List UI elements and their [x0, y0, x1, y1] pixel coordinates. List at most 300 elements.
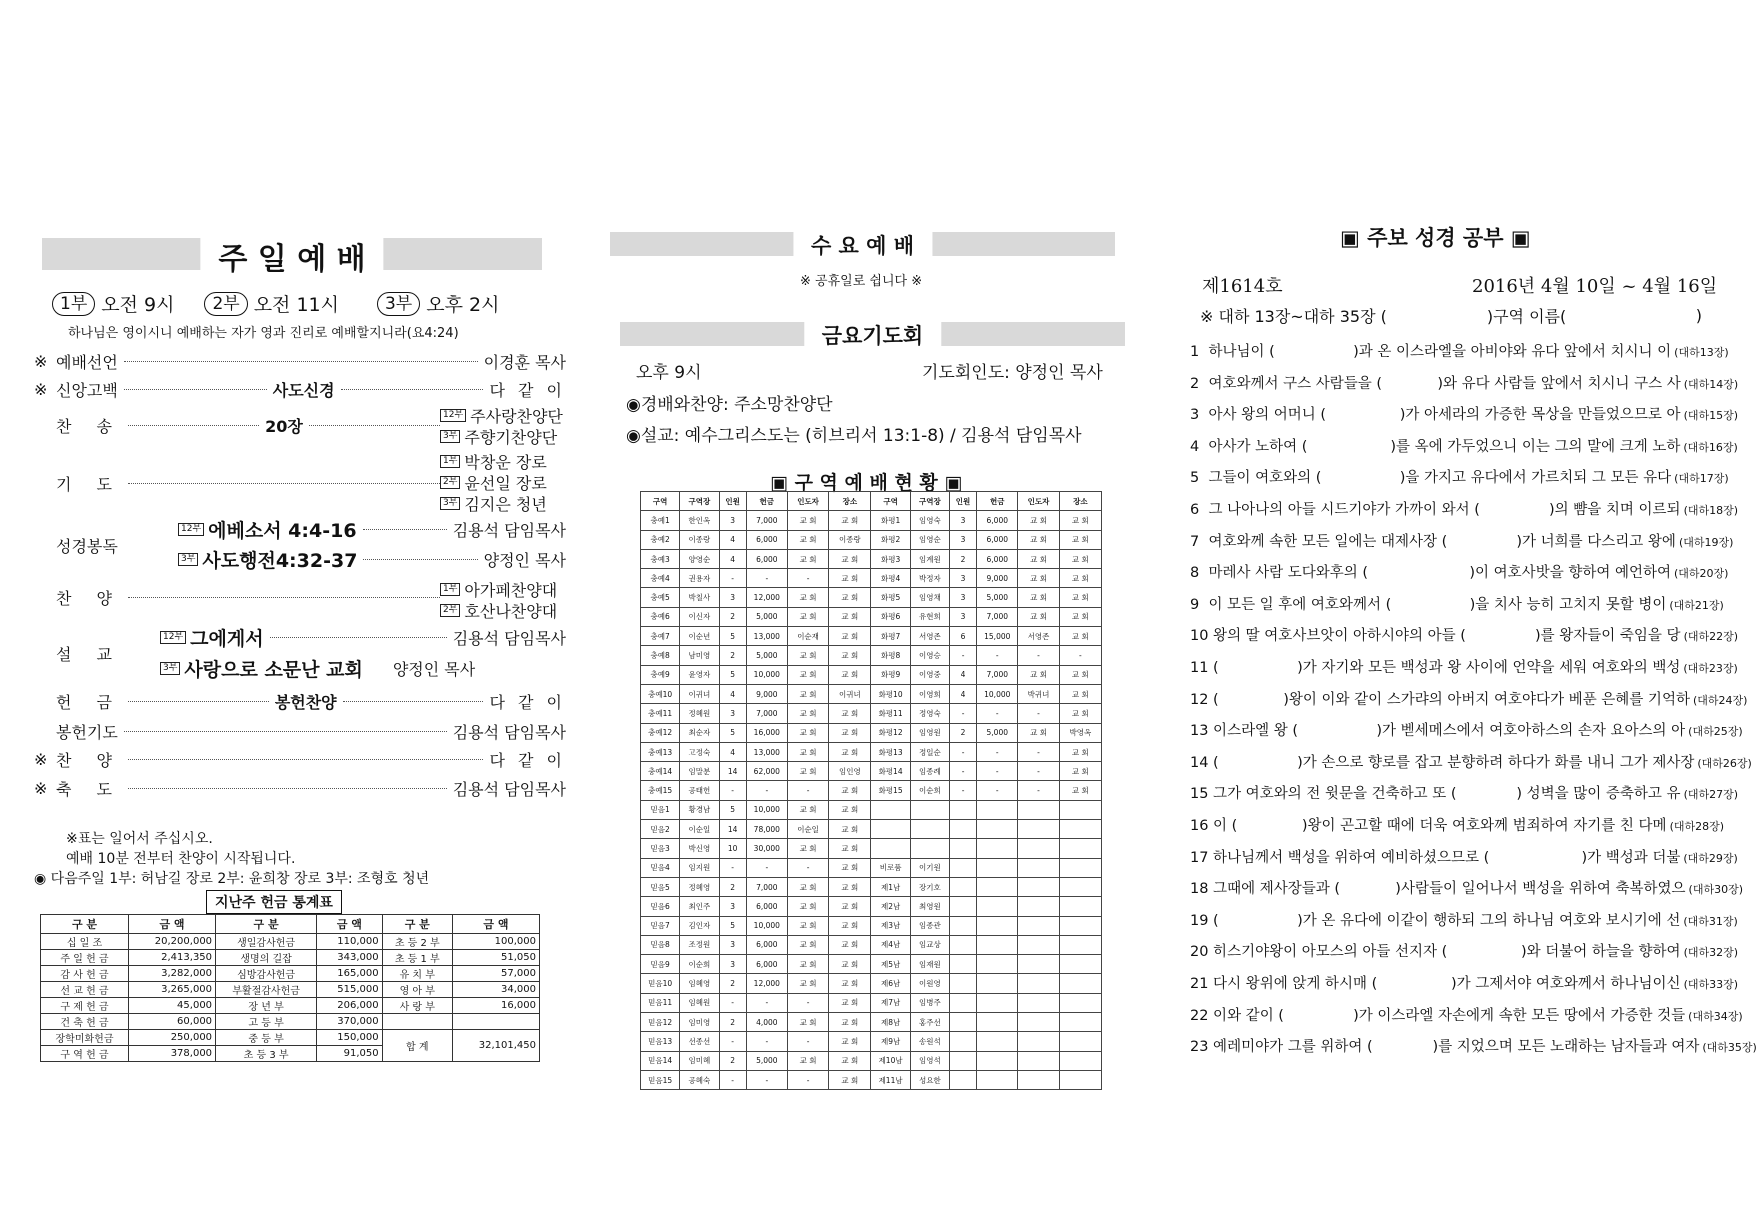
question-reference: (대하25장) — [1688, 725, 1743, 739]
district-cell: 교 회 — [1018, 511, 1059, 530]
district-cell — [949, 1013, 976, 1032]
district-cell — [1059, 820, 1101, 839]
district-body — [641, 511, 1102, 1090]
order-label: 찬 양 — [56, 589, 122, 608]
time-1: 오전 9시 — [101, 294, 175, 316]
district-cell: 교 회 — [787, 1013, 828, 1032]
time-2: 오전 11시 — [253, 294, 339, 316]
study-question — [1190, 909, 1738, 930]
district-cell: 제11남 — [871, 1070, 910, 1089]
district-cell — [1018, 1032, 1059, 1051]
district-cell: 교 회 — [787, 742, 828, 761]
district-cell — [949, 1070, 976, 1089]
district-cell — [1059, 1051, 1101, 1070]
finance-amount: 91,050 — [317, 1046, 383, 1062]
district-cell: 교 회 — [1018, 607, 1059, 626]
order-row — [56, 720, 566, 743]
district-cell: 3 — [949, 588, 976, 607]
district-cell: 교 회 — [1059, 530, 1101, 549]
district-cell — [871, 839, 910, 858]
district-cell: 3 — [949, 607, 976, 626]
finance-category: 합 계 — [382, 1030, 452, 1062]
district-cell — [1059, 974, 1101, 993]
district-cell — [977, 935, 1018, 954]
district-cell: 교 회 — [829, 549, 871, 568]
service-tag: 3부 — [178, 553, 198, 566]
leader-dots — [128, 788, 447, 789]
study-question — [1190, 719, 1743, 740]
district-cell — [949, 974, 976, 993]
standing-mark: ※ — [34, 352, 48, 371]
study-question — [1190, 530, 1733, 551]
wednesday-title: 수 요 예 배 — [793, 230, 932, 260]
district-cell: 이순재 — [787, 627, 828, 646]
district-cell — [1059, 1032, 1101, 1051]
district-row — [641, 549, 1102, 568]
order-row — [56, 472, 446, 495]
district-cell: 교 회 — [1059, 704, 1101, 723]
finance-header: 금 액 — [129, 915, 216, 934]
district-cell — [977, 839, 1018, 858]
question-reference: (대하18장) — [1683, 504, 1739, 517]
district-cell: - — [977, 762, 1018, 781]
order-leader: 다 같 이 — [489, 751, 566, 770]
district-cell: 5 — [719, 800, 746, 819]
district-cell: 충예14 — [641, 762, 680, 781]
district-cell — [1018, 916, 1059, 935]
district-cell: - — [787, 781, 828, 800]
district-cell: 교 회 — [787, 839, 828, 858]
order-row — [34, 777, 566, 800]
district-cell: 2 — [949, 549, 976, 568]
district-cell: 이종랑 — [680, 530, 719, 549]
district-row — [641, 935, 1102, 954]
study-question — [1190, 656, 1738, 677]
study-title: ▣ 주보 성경 공부 ▣ — [1340, 226, 1531, 250]
district-cell: 2 — [719, 607, 746, 626]
question-reference: (대하31장) — [1683, 914, 1738, 928]
district-cell — [1059, 877, 1101, 896]
order-row — [178, 516, 566, 543]
question-text: 10 왕의 딸 여호사브앗이 아하시야의 아들 ( )를 왕자들이 죽임을 당 — [1190, 628, 1681, 645]
district-header: 장소 — [829, 492, 871, 511]
district-cell: 교 회 — [1059, 742, 1101, 761]
order-label: 예배선언 — [56, 353, 118, 372]
district-cell: 양영순 — [680, 549, 719, 568]
order-leader-line — [440, 599, 557, 622]
study-question — [1190, 877, 1743, 898]
district-cell: 박귀녀 — [1018, 684, 1059, 703]
order-row — [34, 350, 566, 373]
service-tag: 1부 — [440, 455, 460, 468]
order-label-row — [56, 534, 118, 557]
leader-dots — [124, 731, 447, 732]
leader-dots — [341, 389, 484, 390]
order-leader: 양정인 목사 — [392, 660, 476, 679]
district-cell: 5 — [719, 665, 746, 684]
district-cell: 화평10 — [871, 684, 910, 703]
district-cell — [977, 800, 1018, 819]
order-leader: 주향기찬양단 — [464, 428, 558, 447]
finance-category: 장학미화헌금 — [41, 1030, 129, 1046]
finance-amount: 57,000 — [452, 966, 539, 982]
question-reference: (대하22장) — [1683, 630, 1739, 644]
district-cell: - — [977, 742, 1018, 761]
district-cell: 4 — [719, 549, 746, 568]
finance-category: 생명의 길잡 — [216, 950, 317, 966]
district-row — [641, 646, 1102, 665]
district-cell: 교 회 — [1059, 762, 1101, 781]
district-cell: 충예11 — [641, 704, 680, 723]
question-reference: (대하24장) — [1692, 693, 1748, 707]
finance-amount: 3,265,000 — [129, 982, 216, 998]
order-label: 찬 양 — [56, 751, 122, 770]
finance-amount: 378,000 — [129, 1046, 216, 1062]
scripture-reading: 에베소서 4:4-16 — [208, 520, 357, 542]
question-reference: (대하19장) — [1678, 535, 1734, 549]
district-cell: 이영중 — [910, 665, 949, 684]
service-times — [52, 290, 499, 317]
district-cell: 교 회 — [829, 1070, 871, 1089]
question-reference: (대하16장) — [1683, 440, 1738, 454]
district-cell — [949, 877, 976, 896]
district-cell — [977, 877, 1018, 896]
question-text: 21 다시 왕위에 앉게 하시매 ( )가 그제서야 여호와께서 하나님이신 — [1190, 976, 1681, 992]
question-text: 18 그때에 제사장들과 ( )사람들이 일어나서 백성을 위하여 축복하였으 — [1190, 881, 1686, 898]
question-text: 12 ( )왕이 이와 같이 스가랴의 아버지 여호야다가 베푼 은혜를 기억하 — [1190, 691, 1690, 708]
order-row — [34, 378, 566, 401]
district-cell: 교 회 — [787, 916, 828, 935]
district-cell: 5,000 — [746, 607, 787, 626]
district-row — [641, 607, 1102, 626]
order-leader: 호산나찬양대 — [464, 602, 558, 621]
district-cell: 교 회 — [1059, 665, 1101, 684]
question-text: 16 이 ( )왕이 곤고할 때에 더욱 여호와께 범죄하여 자기를 친 다메 — [1190, 818, 1667, 834]
order-leader: 다 같 이 — [489, 381, 567, 400]
finance-amount: 20,200,000 — [129, 934, 216, 950]
district-cell: 교 회 — [787, 955, 828, 974]
district-header: 장소 — [1059, 492, 1101, 511]
district-cell: 임말분 — [680, 762, 719, 781]
district-cell: 임종례 — [910, 762, 949, 781]
district-cell: 교 회 — [787, 877, 828, 896]
service-tag: 2부 — [440, 476, 460, 489]
study-question — [1190, 1004, 1743, 1025]
order-label-row — [56, 642, 122, 665]
question-reference: (대하17장) — [1674, 472, 1729, 486]
sunday-title-bar — [42, 238, 542, 277]
district-cell: 제9남 — [871, 1032, 910, 1051]
finance-row — [41, 982, 540, 998]
question-text: 7 여호와께 속한 모든 일에는 대제사장 ( )가 너희를 다스리고 왕에 — [1190, 533, 1676, 550]
district-cell: 30,000 — [746, 839, 787, 858]
district-cell: 정영숙 — [910, 704, 949, 723]
finance-amount: 250,000 — [129, 1030, 216, 1046]
question-reference: (대하34장) — [1688, 1009, 1743, 1023]
district-cell — [910, 839, 949, 858]
study-question — [1190, 972, 1738, 993]
sunday-title: 주 일 예 배 — [200, 234, 383, 278]
district-cell: 제4남 — [871, 935, 910, 954]
district-header: 인원 — [949, 492, 976, 511]
order-leader: 김용석 담임목사 — [452, 780, 566, 799]
order-leader-line — [440, 578, 557, 601]
standing-mark: ※ — [34, 750, 48, 769]
service-tag: 3부 — [160, 662, 180, 675]
district-cell: 화평14 — [871, 762, 910, 781]
district-cell: 임영순 — [910, 530, 949, 549]
district-cell — [1018, 897, 1059, 916]
district-cell — [977, 1051, 1018, 1070]
district-cell: 9,000 — [746, 684, 787, 703]
district-cell — [871, 820, 910, 839]
district-cell: 박칠사 — [680, 588, 719, 607]
finance-amount: 150,000 — [317, 1030, 383, 1046]
district-cell: 5,000 — [746, 646, 787, 665]
district-cell: 유현희 — [910, 607, 949, 626]
friday-sermon: ◉설교: 예수그리스도는 (히브리서 13:1-8) / 김용석 담임목사 — [626, 426, 1082, 446]
district-cell: 임영숙 — [910, 511, 949, 530]
district-cell: 선종선 — [680, 1032, 719, 1051]
study-question — [1190, 624, 1738, 645]
order-leader-line — [440, 425, 557, 448]
service-tag: 12부 — [440, 409, 466, 422]
issue-number: 제1614호 — [1202, 276, 1283, 297]
district-cell: 최영원 — [910, 897, 949, 916]
question-text: 22 이와 같이 ( )가 이스라엘 자손에게 속한 모든 땅에서 가증한 것들 — [1190, 1007, 1686, 1024]
district-cell: 이순년 — [680, 627, 719, 646]
district-cell: 공혜숙 — [680, 1070, 719, 1089]
district-cell: 교 회 — [1059, 781, 1101, 800]
district-cell: 교 회 — [787, 646, 828, 665]
district-cell — [1018, 993, 1059, 1012]
order-leader-line — [440, 450, 547, 473]
order-row — [160, 624, 566, 651]
district-cell: 7,000 — [746, 877, 787, 896]
district-cell: 교 회 — [787, 762, 828, 781]
district-cell: 78,000 — [746, 820, 787, 839]
district-cell — [949, 993, 976, 1012]
district-cell: 정혜영 — [680, 877, 719, 896]
service-tag: 12부 — [178, 523, 204, 536]
friday-leader: 기도회인도: 양정인 목사 — [922, 363, 1103, 383]
district-cell: 믿음8 — [641, 935, 680, 954]
district-cell: - — [977, 646, 1018, 665]
district-cell — [1018, 858, 1059, 877]
district-cell: 4 — [949, 684, 976, 703]
time-tag-1: 1부 — [52, 292, 95, 316]
district-cell: 충예1 — [641, 511, 680, 530]
district-cell: 충예5 — [641, 588, 680, 607]
district-cell — [949, 839, 976, 858]
district-cell: 5,000 — [977, 588, 1018, 607]
study-question — [1190, 593, 1724, 614]
district-cell: - — [719, 781, 746, 800]
district-cell: 5 — [719, 916, 746, 935]
district-cell: 한인옥 — [680, 511, 719, 530]
study-question — [1190, 466, 1729, 487]
district-cell: 12,000 — [746, 974, 787, 993]
question-reference: (대하20장) — [1673, 567, 1729, 581]
district-cell: 교 회 — [787, 588, 828, 607]
district-cell: 교 회 — [1059, 627, 1101, 646]
district-row — [641, 993, 1102, 1012]
district-cell: 교 회 — [1059, 549, 1101, 568]
district-row — [641, 511, 1102, 530]
district-cell: 교 회 — [829, 569, 871, 588]
study-question — [1190, 782, 1738, 803]
district-cell: 정일순 — [910, 742, 949, 761]
district-cell: 믿음10 — [641, 974, 680, 993]
district-cell: 교 회 — [787, 607, 828, 626]
district-cell: 교 회 — [787, 935, 828, 954]
district-cell: 교 회 — [1018, 549, 1059, 568]
study-chapter-range: ※ 대하 13장~대하 35장 ( — [1200, 307, 1387, 326]
district-cell: - — [719, 993, 746, 1012]
district-cell: 3 — [719, 955, 746, 974]
district-cell: - — [977, 704, 1018, 723]
question-text: 23 예레미야가 그를 위하여 ( )를 지었으며 모든 노래하는 남자들과 여자 — [1190, 1039, 1700, 1056]
study-question — [1190, 561, 1728, 582]
question-reference: (대하30장) — [1688, 883, 1743, 897]
district-cell: - — [787, 993, 828, 1012]
district-cell: 4 — [719, 530, 746, 549]
district-cell: 12,000 — [746, 588, 787, 607]
district-row — [641, 858, 1102, 877]
finance-header: 구 분 — [41, 915, 129, 934]
district-cell: 교 회 — [829, 820, 871, 839]
district-cell: 제1남 — [871, 877, 910, 896]
finance-row — [41, 934, 540, 950]
district-cell — [949, 916, 976, 935]
district-cell: - — [1018, 704, 1059, 723]
order-leader: 김지은 청년 — [464, 495, 547, 514]
district-cell: 3 — [719, 704, 746, 723]
district-cell: 5 — [719, 627, 746, 646]
district-cell: - — [1018, 762, 1059, 781]
leader-dots — [343, 701, 484, 702]
question-text: 14 ( )가 손으로 향로를 잡고 분향하려 하다가 화를 내니 그가 제사장 — [1190, 754, 1695, 771]
order-leader: 양정인 목사 — [483, 551, 566, 570]
district-row — [641, 588, 1102, 607]
district-cell: 박영옥 — [1059, 723, 1101, 742]
district-cell: 황경남 — [680, 800, 719, 819]
district-cell: - — [949, 781, 976, 800]
district-cell: 교 회 — [829, 877, 871, 896]
district-cell: 임영채 — [910, 588, 949, 607]
district-row — [641, 916, 1102, 935]
question-text: 15 그가 여호와의 전 윗문을 건축하고 또 ( ) 성벽을 많이 증축하고 유 — [1190, 786, 1681, 803]
district-cell — [949, 935, 976, 954]
finance-empty-cell — [452, 1014, 539, 1030]
district-row — [641, 723, 1102, 742]
district-cell: - — [949, 762, 976, 781]
district-cell: 충예4 — [641, 569, 680, 588]
district-cell: 이순일 — [787, 820, 828, 839]
district-cell — [1018, 935, 1059, 954]
finance-amount: 34,000 — [452, 982, 539, 998]
order-content: 사도신경 — [272, 381, 335, 400]
order-leader-line — [440, 471, 547, 494]
district-cell: 교 회 — [829, 839, 871, 858]
order-leader: 이경훈 목사 — [483, 353, 566, 372]
order-label: 찬 송 — [56, 417, 122, 436]
finance-empty-cell — [382, 1014, 452, 1030]
leader-dots — [124, 389, 267, 390]
finance-row — [41, 950, 540, 966]
district-cell — [977, 1032, 1018, 1051]
question-text: 20 히스기야왕이 아모스의 아들 선지자 ( )와 더불어 하늘을 향하여 — [1190, 944, 1681, 961]
order-row — [56, 586, 446, 609]
district-cell: 교 회 — [829, 742, 871, 761]
note-praise: 예배 10분 전부터 찬양이 시작됩니다. — [66, 851, 296, 867]
finance-row — [41, 1030, 540, 1046]
leader-dots — [128, 701, 269, 702]
district-cell — [949, 800, 976, 819]
order-row — [56, 414, 446, 437]
district-cell: 이순희 — [910, 781, 949, 800]
district-cell: 임혜원 — [680, 993, 719, 1012]
district-cell: 믿음6 — [641, 897, 680, 916]
district-cell: 믿음13 — [641, 1032, 680, 1051]
district-cell: 13,000 — [746, 627, 787, 646]
study-question — [1190, 688, 1747, 709]
district-cell: 임종관 — [910, 916, 949, 935]
service-tag: 3부 — [440, 497, 460, 510]
district-cell: 이종랑 — [829, 530, 871, 549]
district-row — [641, 762, 1102, 781]
order-leader: 김용석 담임목사 — [452, 521, 566, 540]
district-cell: 교 회 — [1018, 530, 1059, 549]
district-cell: - — [746, 1070, 787, 1089]
district-cell: 교 회 — [829, 723, 871, 742]
district-cell: 화평3 — [871, 549, 910, 568]
district-cell: - — [949, 742, 976, 761]
district-row — [641, 839, 1102, 858]
district-cell: 교 회 — [829, 935, 871, 954]
district-row — [641, 1032, 1102, 1051]
order-leader: 김용석 담임목사 — [452, 723, 566, 742]
district-row — [641, 569, 1102, 588]
district-cell: 이순일 — [680, 820, 719, 839]
finance-amount: 16,000 — [452, 998, 539, 1014]
district-cell: 고정숙 — [680, 742, 719, 761]
district-cell — [910, 800, 949, 819]
study-question — [1190, 751, 1752, 772]
question-reference: (대하29장) — [1683, 851, 1738, 865]
district-cell: 3 — [719, 935, 746, 954]
finance-amount: 370,000 — [317, 1014, 383, 1030]
district-cell — [1059, 839, 1101, 858]
finance-category: 구 역 헌 금 — [41, 1046, 129, 1062]
district-cell: 6,000 — [746, 530, 787, 549]
district-cell: 교 회 — [787, 665, 828, 684]
district-cell: 7,000 — [977, 665, 1018, 684]
district-cell: 교 회 — [787, 684, 828, 703]
district-cell — [1018, 839, 1059, 858]
finance-amount: 60,000 — [129, 1014, 216, 1030]
district-cell: 화평5 — [871, 588, 910, 607]
finance-amount: 515,000 — [317, 982, 383, 998]
district-cell: 3 — [949, 511, 976, 530]
order-content: 봉헌찬양 — [274, 693, 337, 712]
service-tag: 12부 — [160, 631, 186, 644]
district-cell: 제6남 — [871, 974, 910, 993]
order-row — [160, 655, 566, 682]
district-cell: - — [746, 569, 787, 588]
district-header: 구역장 — [680, 492, 719, 511]
friday-praise: ◉경배와찬양: 주소망찬양단 — [626, 395, 833, 415]
